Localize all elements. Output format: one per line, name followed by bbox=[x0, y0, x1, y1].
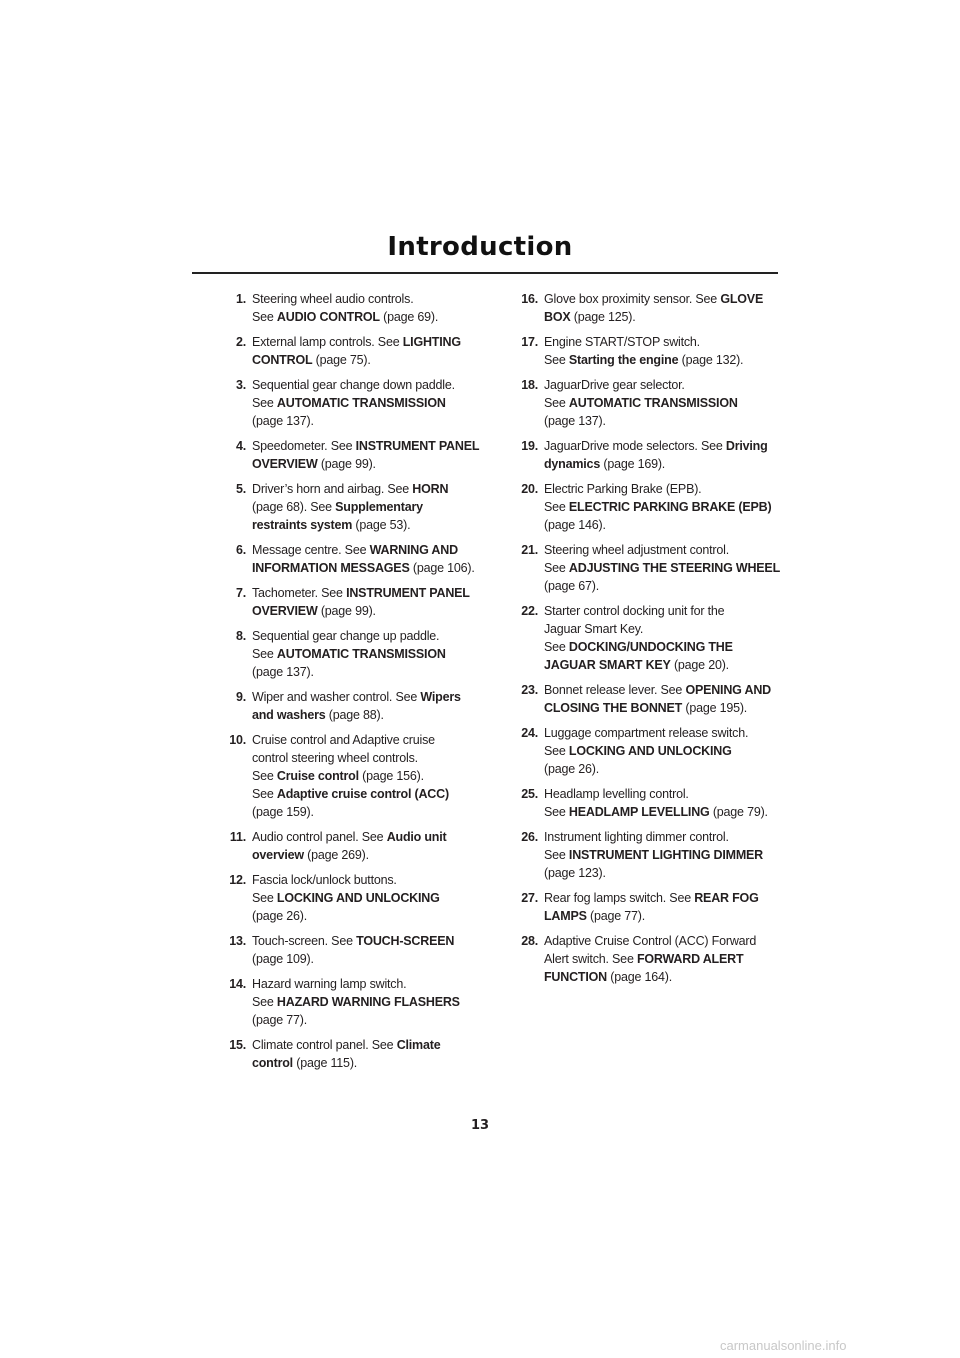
item-text bbox=[544, 724, 784, 778]
item-text-segment: Tachometer. See bbox=[252, 586, 347, 600]
item-number: 15. bbox=[229, 1038, 246, 1052]
item-number: 8. bbox=[235, 629, 246, 643]
cross-reference-link[interactable]: Driving bbox=[725, 439, 768, 453]
item-number: 27. bbox=[521, 891, 538, 905]
list-item bbox=[210, 627, 492, 681]
item-text-segment: (page 195). bbox=[682, 701, 748, 715]
cross-reference-link[interactable]: CLOSING THE BONNET bbox=[544, 701, 683, 715]
item-text-segment: See bbox=[544, 640, 569, 654]
item-text-segment: Speedometer. See bbox=[252, 439, 356, 453]
list-item bbox=[210, 828, 492, 864]
item-text-segment: (page 137). bbox=[252, 414, 314, 428]
item-text-segment: Wiper and washer control. See bbox=[252, 690, 421, 704]
item-text-segment: See bbox=[544, 396, 569, 410]
cross-reference-link[interactable]: dynamics bbox=[544, 457, 601, 471]
item-text-segment: See bbox=[544, 805, 569, 819]
item-text bbox=[252, 290, 492, 326]
item-text-segment: (page 77). bbox=[252, 1013, 307, 1027]
item-text-segment: Rear fog lamps switch. See bbox=[544, 891, 695, 905]
cross-reference-link[interactable]: control bbox=[252, 1056, 293, 1070]
item-text-segment: (page 68). See bbox=[252, 500, 336, 514]
cross-reference-link[interactable]: HORN bbox=[412, 482, 449, 496]
cross-reference-link[interactable]: OVERVIEW bbox=[252, 604, 318, 618]
cross-reference-link[interactable]: and washers bbox=[252, 708, 326, 722]
cross-reference-link[interactable]: Adaptive cruise control (ACC) bbox=[276, 787, 449, 801]
item-text-segment: Fascia lock/unlock buttons. bbox=[252, 873, 397, 887]
item-text bbox=[544, 889, 784, 925]
item-number: 3. bbox=[235, 378, 246, 392]
item-text-segment: Luggage compartment release switch. bbox=[544, 726, 749, 740]
item-text-segment: See bbox=[544, 500, 569, 514]
item-text-segment: (page 69). bbox=[379, 310, 439, 324]
item-number: 14. bbox=[229, 977, 246, 991]
item-text-segment: See bbox=[544, 561, 569, 575]
item-text bbox=[252, 731, 492, 821]
cross-reference-link[interactable]: DOCKING/UNDOCKING THE bbox=[568, 640, 733, 654]
item-number: 11. bbox=[229, 830, 246, 844]
list-item bbox=[502, 932, 784, 986]
item-text bbox=[252, 871, 492, 925]
item-text-segment: control steering wheel controls. bbox=[252, 751, 418, 765]
item-text-segment: (page 164). bbox=[606, 970, 672, 984]
list-item bbox=[502, 785, 784, 821]
cross-reference-link[interactable]: TOUCH-SCREEN bbox=[356, 934, 455, 948]
item-text bbox=[252, 480, 492, 534]
page-title: Introduction bbox=[387, 232, 573, 262]
item-number: 10. bbox=[229, 733, 246, 747]
item-text-segment: (page 132). bbox=[678, 353, 744, 367]
list-item bbox=[210, 584, 492, 620]
page-number: 13 bbox=[470, 1118, 490, 1133]
item-text bbox=[544, 437, 784, 473]
item-text-segment: (page 146). bbox=[544, 518, 606, 532]
cross-reference-link[interactable]: AUTOMATIC TRANSMISSION bbox=[568, 396, 738, 410]
item-text-segment: Alert switch. See bbox=[544, 952, 637, 966]
item-number: 17. bbox=[521, 335, 538, 349]
cross-reference-link[interactable]: FORWARD ALERT bbox=[636, 952, 744, 966]
list-item bbox=[210, 376, 492, 430]
list-item bbox=[210, 731, 492, 821]
item-text-segment: (page 109). bbox=[252, 952, 314, 966]
cross-reference-link[interactable]: HAZARD WARNING FLASHERS bbox=[276, 995, 460, 1009]
list-item bbox=[502, 376, 784, 430]
cross-reference-link[interactable]: INFORMATION MESSAGES bbox=[252, 561, 410, 575]
item-text-segment: (page 79). bbox=[709, 805, 768, 819]
item-text-segment: (page 77). bbox=[586, 909, 646, 923]
item-text-segment: See bbox=[252, 647, 277, 661]
cross-reference-link[interactable]: OPENING AND bbox=[685, 683, 771, 697]
item-number: 18. bbox=[521, 378, 538, 392]
item-text-segment: See bbox=[252, 769, 277, 783]
list-item bbox=[210, 290, 492, 326]
cross-reference-link[interactable]: BOX bbox=[544, 310, 571, 324]
item-number: 13. bbox=[229, 934, 246, 948]
item-text bbox=[252, 932, 492, 968]
item-text-segment: (page 115). bbox=[292, 1056, 358, 1070]
item-number: 19. bbox=[521, 439, 538, 453]
cross-reference-link[interactable]: LIGHTING bbox=[402, 335, 461, 349]
cross-reference-link[interactable]: CONTROL bbox=[252, 353, 313, 367]
title-rule bbox=[192, 272, 778, 274]
list-item bbox=[502, 437, 784, 473]
cross-reference-link[interactable]: ADJUSTING THE STEERING WHEEL bbox=[568, 561, 781, 575]
list-item bbox=[210, 333, 492, 369]
item-text bbox=[544, 602, 784, 674]
cross-reference-link[interactable]: FUNCTION bbox=[544, 970, 607, 984]
item-text-segment: (page 26). bbox=[252, 909, 307, 923]
item-text-segment: (page 123). bbox=[544, 866, 606, 880]
list-item bbox=[210, 688, 492, 724]
item-text-segment: Instrument lighting dimmer control. bbox=[544, 830, 729, 844]
item-number: 25. bbox=[521, 787, 538, 801]
item-text-segment: (page 156). bbox=[358, 769, 424, 783]
item-number: 12. bbox=[229, 873, 246, 887]
cross-reference-link[interactable]: LOCKING AND UNLOCKING bbox=[276, 891, 440, 905]
cross-reference-link[interactable]: INSTRUMENT LIGHTING DIMMER bbox=[568, 848, 764, 862]
item-text-segment: Sequential gear change down paddle. bbox=[252, 378, 455, 392]
list-item bbox=[210, 975, 492, 1029]
item-text-segment: See bbox=[252, 995, 277, 1009]
item-number: 23. bbox=[521, 683, 538, 697]
item-text bbox=[544, 480, 784, 534]
list-item bbox=[210, 1036, 492, 1072]
list-item bbox=[502, 480, 784, 534]
item-text-segment: See bbox=[252, 787, 277, 801]
cross-reference-link[interactable]: Supplementary bbox=[335, 500, 423, 514]
cross-reference-link[interactable]: LOCKING AND UNLOCKING bbox=[568, 744, 732, 758]
item-text-segment: (page 99). bbox=[317, 457, 376, 471]
item-text-segment: JaguarDrive mode selectors. See bbox=[544, 439, 726, 453]
item-text-segment: See bbox=[544, 848, 569, 862]
item-number: 2. bbox=[235, 335, 246, 349]
item-text-segment: Headlamp levelling control. bbox=[544, 787, 689, 801]
item-text-segment: Driver’s horn and airbag. See bbox=[252, 482, 413, 496]
item-text bbox=[252, 627, 492, 681]
list-item bbox=[210, 437, 492, 473]
item-text-segment: (page 67). bbox=[544, 579, 599, 593]
right-column bbox=[502, 290, 784, 993]
cross-reference-link[interactable]: REAR FOG bbox=[694, 891, 759, 905]
item-number: 20. bbox=[521, 482, 538, 496]
item-number: 7. bbox=[235, 586, 246, 600]
item-text-segment: See bbox=[252, 891, 277, 905]
cross-reference-link[interactable]: AUDIO CONTROL bbox=[276, 310, 380, 324]
item-text-segment: (page 125). bbox=[570, 310, 636, 324]
item-text bbox=[544, 541, 784, 595]
item-text bbox=[252, 437, 492, 473]
item-text bbox=[252, 541, 492, 577]
item-number: 6. bbox=[235, 543, 246, 557]
item-text-segment: See bbox=[252, 310, 277, 324]
item-text bbox=[252, 376, 492, 430]
item-text bbox=[544, 290, 784, 326]
list-item bbox=[502, 724, 784, 778]
item-text-segment: See bbox=[544, 353, 569, 367]
item-text bbox=[544, 828, 784, 882]
item-number: 22. bbox=[521, 604, 538, 618]
item-text-segment: (page 269). bbox=[303, 848, 369, 862]
item-text-segment: Climate control panel. See bbox=[252, 1038, 397, 1052]
item-text-segment: JaguarDrive gear selector. bbox=[544, 378, 685, 392]
cross-reference-link[interactable]: restraints system bbox=[252, 518, 353, 532]
item-text bbox=[252, 975, 492, 1029]
cross-reference-link[interactable]: Wipers bbox=[420, 690, 461, 704]
item-number: 5. bbox=[235, 482, 246, 496]
item-text-segment: Sequential gear change up paddle. bbox=[252, 629, 440, 643]
cross-reference-link[interactable]: GLOVE bbox=[720, 292, 764, 306]
item-text-segment: (page 88). bbox=[325, 708, 384, 722]
item-text bbox=[252, 1036, 492, 1072]
item-number: 26. bbox=[521, 830, 538, 844]
item-text bbox=[544, 785, 784, 821]
item-text-segment: Touch-screen. See bbox=[252, 934, 357, 948]
item-text bbox=[544, 932, 784, 986]
item-text-segment: Adaptive Cruise Control (ACC) Forward bbox=[544, 934, 757, 948]
item-text-segment: Glove box proximity sensor. See bbox=[544, 292, 721, 306]
cross-reference-link[interactable]: AUTOMATIC TRANSMISSION bbox=[276, 647, 446, 661]
list-item bbox=[210, 480, 492, 534]
cross-reference-link[interactable]: Audio unit bbox=[386, 830, 447, 844]
item-text-segment: Electric Parking Brake (EPB). bbox=[544, 482, 702, 496]
item-number: 24. bbox=[521, 726, 538, 740]
item-text-segment: (page 169). bbox=[600, 457, 666, 471]
cross-reference-link[interactable]: INSTRUMENT PANEL bbox=[355, 439, 480, 453]
list-item bbox=[502, 602, 784, 674]
item-number: 1. bbox=[235, 292, 246, 306]
item-text-segment: (page 20). bbox=[670, 658, 729, 672]
item-text-segment: Steering wheel adjustment control. bbox=[544, 543, 729, 557]
item-text-segment: Starter control docking unit for the bbox=[544, 604, 725, 618]
item-text-segment: (page 137). bbox=[252, 665, 314, 679]
item-text-segment: (page 106). bbox=[409, 561, 475, 575]
cross-reference-link[interactable]: ELECTRIC PARKING BRAKE (EPB) bbox=[568, 500, 772, 514]
item-number: 4. bbox=[235, 439, 246, 453]
item-text-segment: Engine START/STOP switch. bbox=[544, 335, 700, 349]
item-number: 16. bbox=[521, 292, 538, 306]
list-item bbox=[210, 871, 492, 925]
cross-reference-link[interactable]: INSTRUMENT PANEL bbox=[346, 586, 470, 600]
item-text-segment: (page 53). bbox=[352, 518, 411, 532]
item-text-segment: Jaguar Smart Key. bbox=[544, 622, 644, 636]
list-item bbox=[502, 828, 784, 882]
list-item bbox=[210, 932, 492, 968]
item-text bbox=[252, 584, 492, 620]
item-number: 21. bbox=[521, 543, 538, 557]
item-text-segment: Cruise control and Adaptive cruise bbox=[252, 733, 435, 747]
item-text-segment: Hazard warning lamp switch. bbox=[252, 977, 407, 991]
item-text-segment: Bonnet release lever. See bbox=[544, 683, 686, 697]
item-text-segment: (page 99). bbox=[317, 604, 376, 618]
item-text-segment: See bbox=[252, 396, 277, 410]
watermark: carmanualsonline.info bbox=[720, 1338, 847, 1353]
item-text-segment: External lamp controls. See bbox=[252, 335, 403, 349]
cross-reference-link[interactable]: Starting the engine bbox=[568, 353, 679, 367]
list-item bbox=[210, 541, 492, 577]
item-text-segment: Steering wheel audio controls. bbox=[252, 292, 414, 306]
cross-reference-link[interactable]: WARNING AND bbox=[369, 543, 458, 557]
item-text bbox=[252, 333, 492, 369]
item-text bbox=[544, 376, 784, 430]
list-item bbox=[502, 333, 784, 369]
cross-reference-link[interactable]: Climate bbox=[396, 1038, 441, 1052]
cross-reference-link[interactable]: Cruise control bbox=[276, 769, 359, 783]
cross-reference-link[interactable]: AUTOMATIC TRANSMISSION bbox=[276, 396, 446, 410]
item-text-segment: (page 75). bbox=[312, 353, 371, 367]
list-item bbox=[502, 541, 784, 595]
left-column bbox=[210, 290, 492, 1079]
item-text bbox=[544, 333, 784, 369]
item-text bbox=[252, 828, 492, 864]
cross-reference-link[interactable]: HEADLAMP LEVELLING bbox=[568, 805, 710, 819]
cross-reference-link[interactable]: LAMPS bbox=[544, 909, 587, 923]
cross-reference-link[interactable]: OVERVIEW bbox=[252, 457, 318, 471]
item-text-segment: (page 137). bbox=[544, 414, 606, 428]
item-text bbox=[252, 688, 492, 724]
item-text-segment: Message centre. See bbox=[252, 543, 370, 557]
item-text-segment: See bbox=[544, 744, 569, 758]
cross-reference-link[interactable]: JAGUAR SMART KEY bbox=[544, 658, 671, 672]
item-text bbox=[544, 681, 784, 717]
item-text-segment: (page 159). bbox=[252, 805, 314, 819]
list-item bbox=[502, 681, 784, 717]
item-text-segment: (page 26). bbox=[544, 762, 599, 776]
list-item bbox=[502, 290, 784, 326]
cross-reference-link[interactable]: overview bbox=[252, 848, 304, 862]
item-number: 28. bbox=[521, 934, 538, 948]
item-number: 9. bbox=[235, 690, 246, 704]
list-item bbox=[502, 889, 784, 925]
item-text-segment: Audio control panel. See bbox=[252, 830, 387, 844]
